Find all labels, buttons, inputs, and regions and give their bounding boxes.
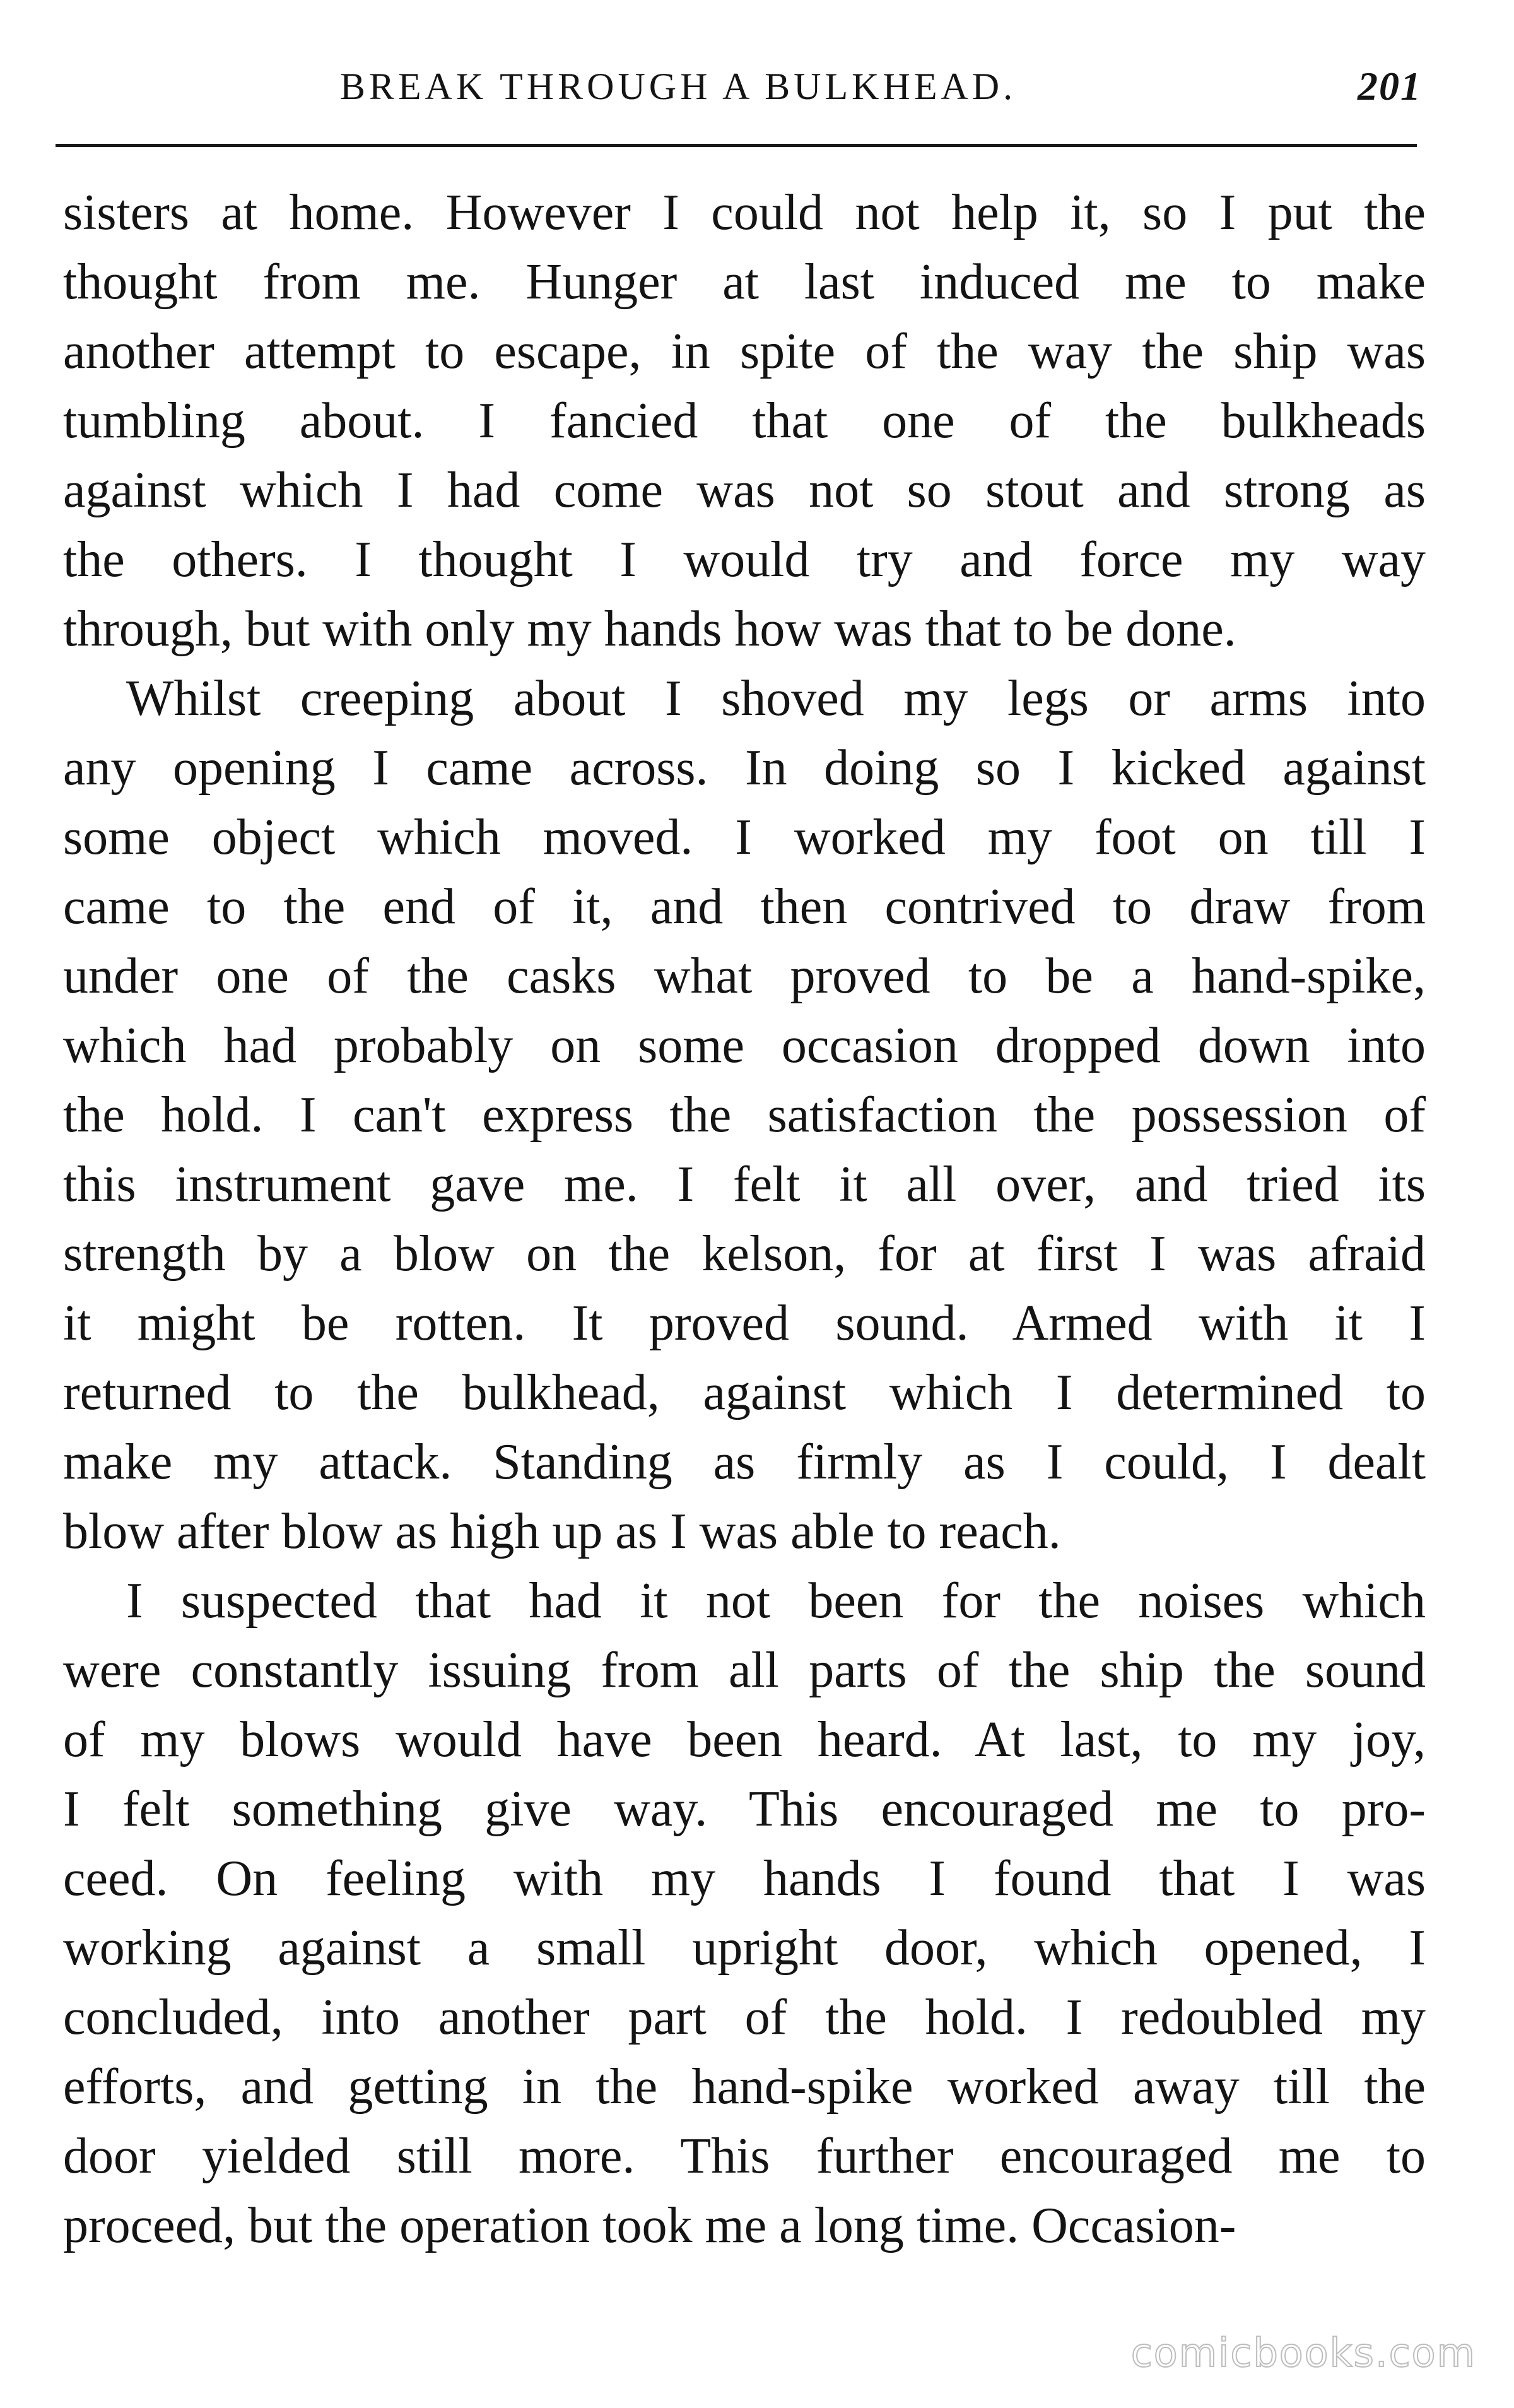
text-line: some object which moved. I worked my foot on till I bbox=[63, 810, 1426, 865]
text-line: proceed, but the operation took me a long time. Occasion- bbox=[63, 2198, 1236, 2253]
text-line: against which I had come was not so stout and strong as bbox=[63, 463, 1426, 518]
text-line: door yielded still more. This further encouraged me to bbox=[63, 2128, 1426, 2184]
header-rule bbox=[56, 144, 1417, 147]
running-head bbox=[63, 58, 1426, 115]
text-line: strength by a blow on the kelson, for at first I was afraid bbox=[63, 1226, 1426, 1282]
running-title: BREAK THROUGH A BULKHEAD. bbox=[339, 66, 1017, 107]
page-number: 201 bbox=[1358, 64, 1422, 109]
text-line: tumbling about. I fancied that one of the bulkheads bbox=[63, 393, 1426, 449]
text-line: ceed. On feeling with my hands I found that I was bbox=[63, 1851, 1426, 1906]
watermark: comicbooks.com bbox=[1130, 2330, 1476, 2376]
text-line: through, but with only my hands how was that to be done. bbox=[63, 601, 1236, 657]
text-line: concluded, into another part of the hold. I redoubled my bbox=[63, 1990, 1426, 2045]
text-line: thought from me. Hunger at last induced me to make bbox=[63, 254, 1426, 310]
text-line: blow after blow as high up as I was able to reach. bbox=[63, 1504, 1061, 1559]
paragraph bbox=[63, 178, 1426, 664]
text-line: another attempt to escape, in spite of the way the ship was bbox=[63, 324, 1426, 379]
paragraph bbox=[63, 1566, 1426, 2260]
text-line: came to the end of it, and then contrived to draw from bbox=[63, 879, 1426, 935]
text-line: Whilst creeping about I shoved my legs or arms into bbox=[126, 671, 1426, 726]
text-line: the hold. I can't express the satisfaction the possession of bbox=[63, 1087, 1426, 1143]
text-line: which had probably on some occasion dropped down into bbox=[63, 1018, 1426, 1073]
text-line: any opening I came across. In doing so I kicked against bbox=[63, 740, 1426, 796]
text-line: under one of the casks what proved to be a hand-spike, bbox=[63, 948, 1426, 1004]
text-line: sisters at home. However I could not help it, so I put the bbox=[63, 185, 1426, 240]
paragraph bbox=[63, 664, 1426, 1566]
text-line: efforts, and getting in the hand-spike worked away till the bbox=[63, 2059, 1426, 2115]
text-line: of my blows would have been heard. At last, to my joy, bbox=[63, 1712, 1426, 1768]
text-line: it might be rotten. It proved sound. Armed with it I bbox=[63, 1295, 1426, 1351]
text-line: I suspected that had it not been for the noises which bbox=[126, 1573, 1426, 1629]
text-line: returned to the bulkhead, against which I determined to bbox=[63, 1365, 1426, 1420]
text-line: working against a small upright door, which opened, I bbox=[63, 1920, 1426, 1976]
text-line: the others. I thought I would try and force my way bbox=[63, 532, 1426, 587]
body-text bbox=[63, 178, 1426, 2260]
text-line: I felt something give way. This encouraged me to pro- bbox=[63, 1781, 1426, 1837]
text-line: make my attack. Standing as firmly as I could, I dealt bbox=[63, 1434, 1426, 1490]
text-line: this instrument gave me. I felt it all over, and tried its bbox=[63, 1157, 1426, 1212]
text-line: were constantly issuing from all parts of the ship the sound bbox=[63, 1643, 1426, 1698]
